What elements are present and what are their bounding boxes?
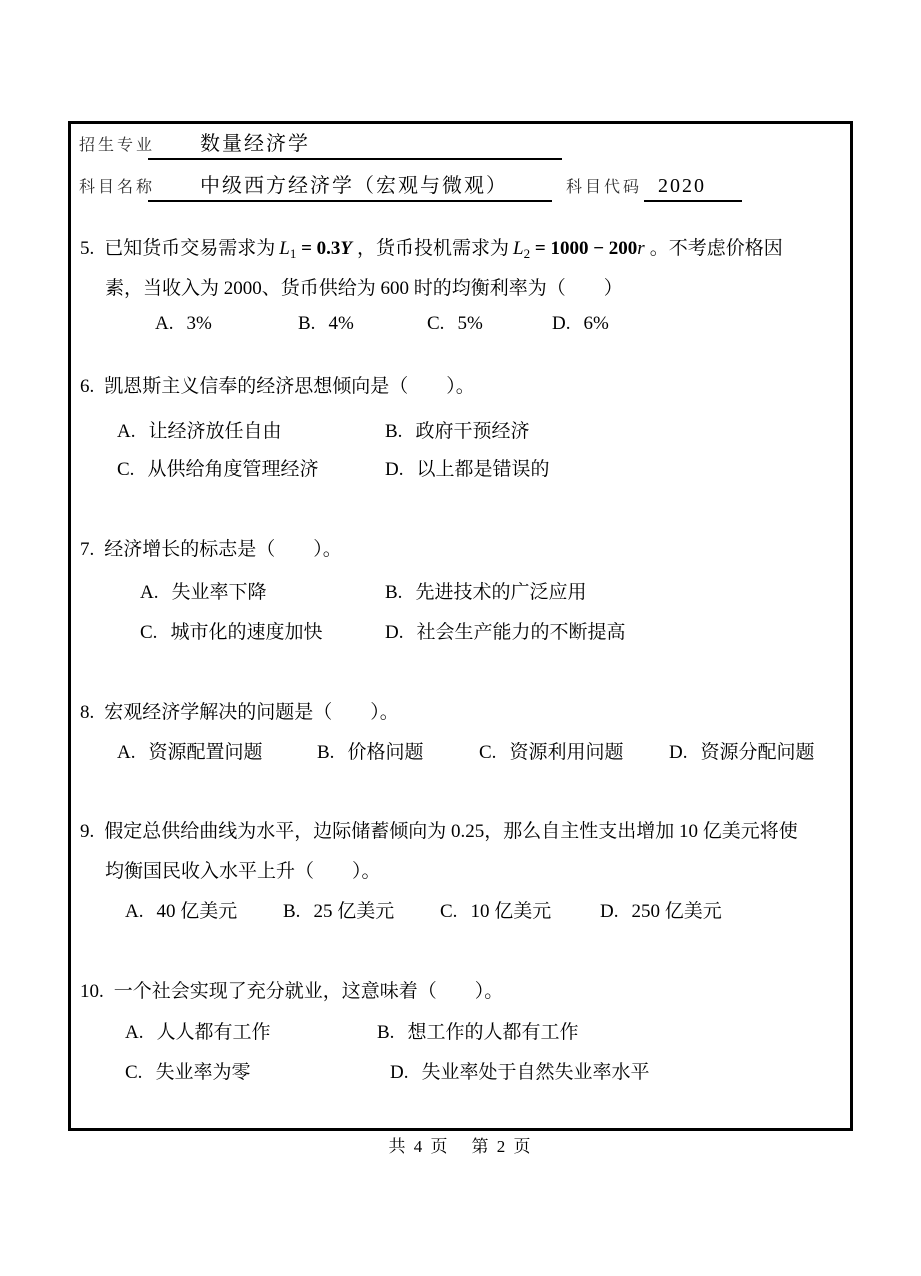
question-5-text-2: ，货币投机需求为 <box>357 238 510 259</box>
question-10-option-d: D. 失业率处于自然失业率水平 <box>390 1062 650 1083</box>
question-8-option-b: B. 价格问题 <box>317 742 424 763</box>
question-7-option-c: C. 城市化的速度加快 <box>140 622 323 643</box>
question-6-option-d: D. 以上都是错误的 <box>385 459 550 480</box>
question-10-stem <box>80 980 503 1004</box>
question-7-option-b: B. 先进技术的广泛应用 <box>385 582 587 603</box>
major-label: 招生专业 <box>79 137 156 154</box>
question-5-option-d: D. 6% <box>552 313 609 334</box>
subject-field <box>148 173 552 202</box>
formula-l2: $L_2 = 1000 - 200r$ <box>513 238 645 261</box>
question-5-text-3: 。不考虑价格因 <box>649 238 783 259</box>
question-8-option-d: D. 资源分配问题 <box>669 742 815 763</box>
question-5-line-1 <box>80 237 783 266</box>
question-8-option-a: A. 资源配置问题 <box>117 742 263 763</box>
question-6-number: 6. <box>80 376 95 397</box>
question-10-text: 一个社会实现了充分就业，这意味着（ ）。 <box>113 981 504 1002</box>
subject-code-label: 科目代码 <box>566 179 643 196</box>
question-6-stem <box>80 375 475 399</box>
question-9-number: 9. <box>80 821 95 842</box>
formula-l1: $L_1 = 0.3Y$ <box>279 238 353 261</box>
major-field <box>148 131 562 160</box>
subject-code-field <box>644 173 742 202</box>
question-5-text-1: 已知货币交易需求为 <box>104 238 276 259</box>
question-5-line-2: 素，当收入为 2000、货币供给为 600 时的均衡利率为（ ） <box>105 278 623 299</box>
question-7-option-a: A. 失业率下降 <box>140 582 267 603</box>
question-8-text: 宏观经济学解决的问题是（ ）。 <box>104 702 399 723</box>
question-9-option-d: D. 250 亿美元 <box>600 901 722 922</box>
question-6-text: 凯恩斯主义信奉的经济思想倾向是（ ）。 <box>104 376 475 397</box>
question-7-option-d: D. 社会生产能力的不断提高 <box>385 622 626 643</box>
question-8-option-c: C. 资源利用问题 <box>479 742 624 763</box>
question-8-stem <box>80 701 399 725</box>
question-8-number: 8. <box>80 702 95 723</box>
question-5-option-c: C. 5% <box>427 313 483 334</box>
question-10-option-b: B. 想工作的人都有工作 <box>377 1022 579 1043</box>
question-7-stem <box>80 538 342 562</box>
subject-value: 中级西方经济学（宏观与微观） <box>200 175 508 197</box>
page-footer <box>0 1132 921 1157</box>
subject-label: 科目名称 <box>79 179 156 196</box>
question-7-number: 7. <box>80 539 95 560</box>
footer-current-page: 第 2 页 <box>471 1137 533 1156</box>
question-6-option-c: C. 从供给角度管理经济 <box>117 459 319 480</box>
major-value: 数量经济学 <box>200 133 310 155</box>
question-10-number: 10. <box>80 981 104 1002</box>
question-9-option-b: B. 25 亿美元 <box>283 901 395 922</box>
footer-total-pages: 共 4 页 <box>388 1137 450 1156</box>
question-10-option-c: C. 失业率为零 <box>125 1062 251 1083</box>
subject-code-value: 2020 <box>658 175 706 197</box>
question-5-number: 5. <box>80 238 95 259</box>
question-6-option-a: A. 让经济放任自由 <box>117 421 282 442</box>
question-10-option-a: A. 人人都有工作 <box>125 1022 271 1043</box>
question-5-option-b: B. 4% <box>298 313 354 334</box>
question-9-option-a: A. 40 亿美元 <box>125 901 238 922</box>
question-5-option-a: A. 3% <box>155 313 212 334</box>
question-9-text-1: 假定总供给曲线为水平，边际储蓄倾向为 0.25，那么自主性支出增加 10 亿美元将使 <box>104 821 798 842</box>
question-9-line-1 <box>80 820 798 844</box>
question-9-option-c: C. 10 亿美元 <box>440 901 552 922</box>
question-6-option-b: B. 政府干预经济 <box>385 421 530 442</box>
question-9-line-2: 均衡国民收入水平上升（ ）。 <box>105 861 381 882</box>
question-7-text: 经济增长的标志是（ ）。 <box>104 539 342 560</box>
